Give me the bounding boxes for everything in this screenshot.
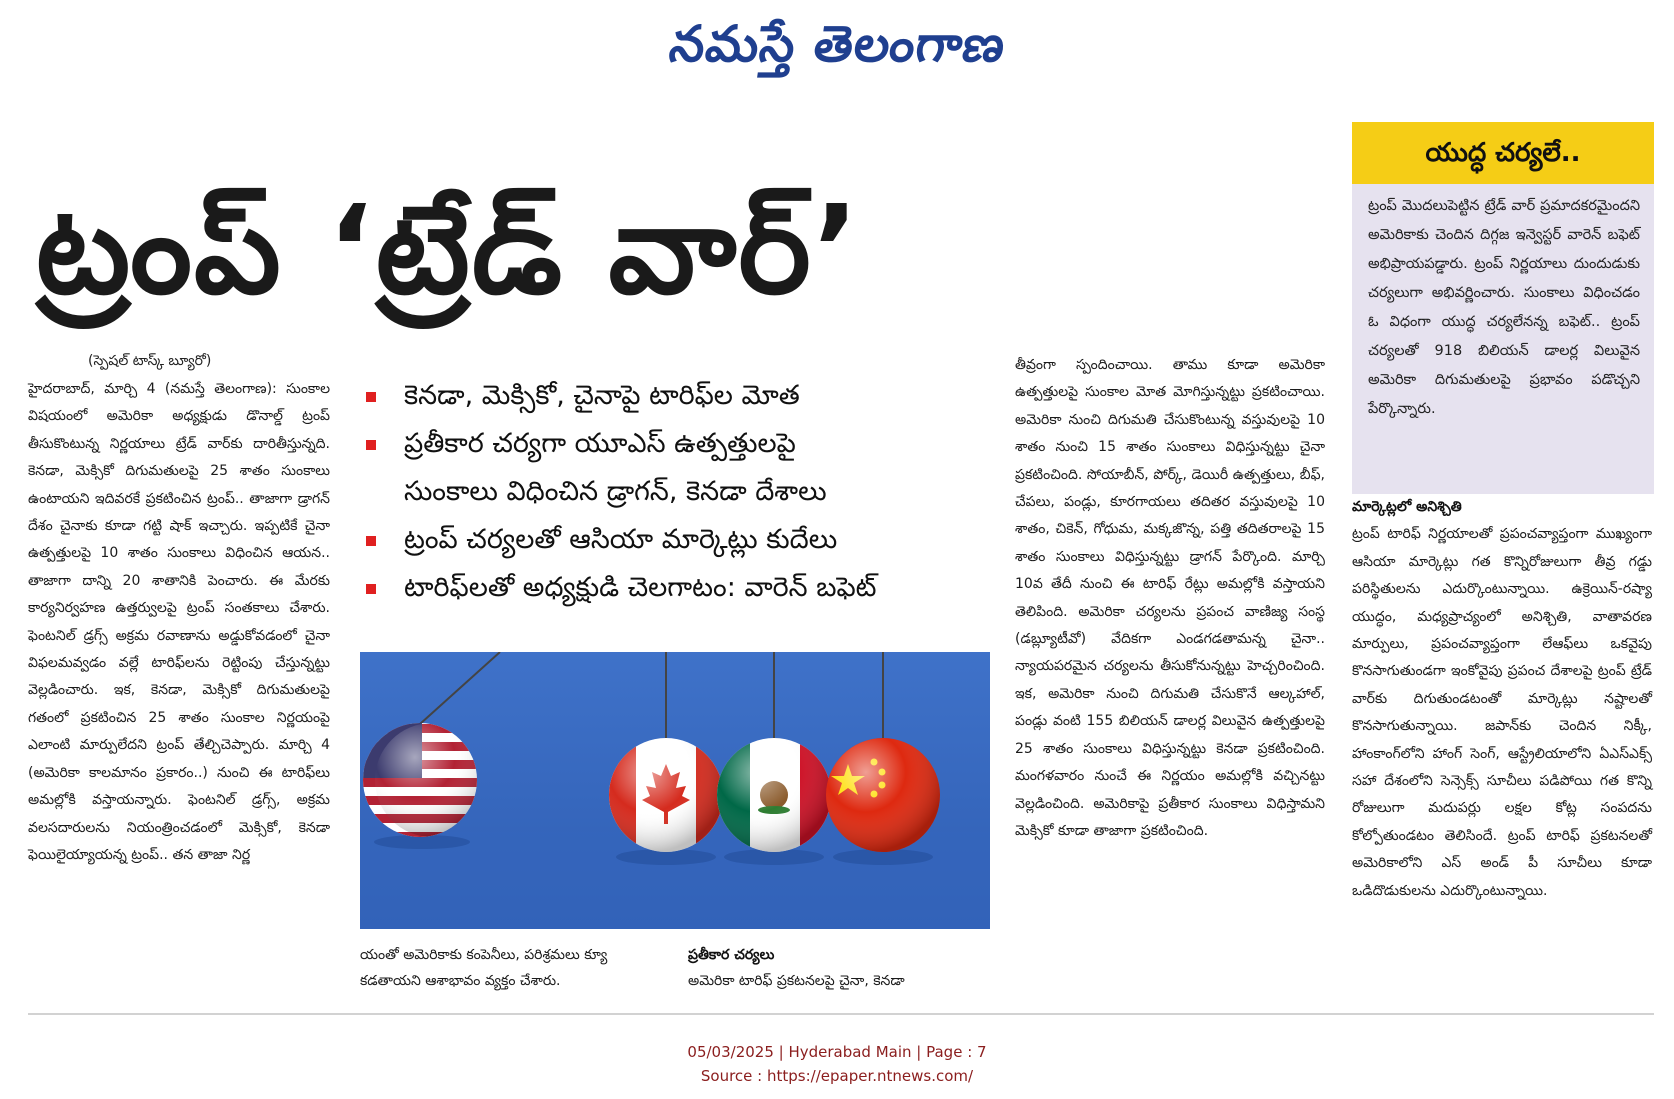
article-column-4 [1352,494,1652,905]
article-photo [360,652,990,929]
footer [0,1040,1674,1088]
bullet-item [360,372,1000,420]
footer-divider [28,1013,1654,1015]
footer-source-link[interactable]: Source : https://epaper.ntnews.com/ [700,1067,974,1085]
bullet-item [360,420,1000,516]
bullet-text: ప్రతీకార చర్యగా యూఎస్ ఉత్పత్తులపై [404,428,796,459]
headline: ట్రంప్ ‘ట్రేడ్ వార్’ [36,179,862,321]
bullet-text: కెనడా, మెక్సికో, చైనాపై టారిఫ్‌ల మోత [404,380,800,411]
bullet-list [360,372,1000,612]
subhead-retaliation: ప్రతీకార చర్యలు [688,947,775,963]
article-column-1: హైదరాబాద్, మార్చి 4 (నమస్తే తెలంగాణ): సుంకాల విషయంలో అమెరికా అధ్యక్షుడు డొనాల్డ్ ట్రంప్ తీసుకొంటున్న నిర్ణయాలు ట్రేడ్ వార్‌కు దారితీస్తున్నది. కెనడా, మెక్సికో దిగుమతులపై 25 శాతం సుంకాలు ఉంటాయని ఇదివరకే ప్రకటించిన ట్రంప్.. తాజాగా డ్రాగన్ దేశం చైనాకు కూడా గట్టి షాక్ ఇచ్చారు. ఇప్పటికే చైనా ఉత్పత్తులపై 10 శాతం సుంకాలు విధించిన ఆయన.. తాజాగా దాన్ని 20 శాతానికి పెంచారు. ఈ మేరకు కార్యనిర్వహణ ఉత్తర్వులపై ట్రంప్ సంతకాలు చేశారు. ఫెంటనిల్ డ్రగ్స్ అక్రమ రవాణాను అడ్డుకోవడంలో చైనా విఫలమవ్వడం వల్లే టారిఫ్‌లను రెట్టింపు చేస్తున్నట్టు వెల్లడించారు. ఇక, కెనడా, మెక్సికో దిగుమతులపై గతంలో ప్రకటించిన 25 శాతం సుంకాల నిర్ణయంపై ఎలాంటి మార్పులేదని ట్రంప్ తేల్చిచెప్పారు. మార్చి 4 (అమెరికా కాలమానం ప్రకారం..) నుంచి ఈ టారిఫ్‌లు అమల్లోకి వస్తాయన్నారు. ఫెంటనిల్ డ్రగ్స్, అక్రమ వలసదారులను నియంత్రించడంలో మెక్సికో, కెనడా ఫెయిలైయ్యాయన్న ట్రంప్.. తన తాజా నిర్ణ [28,381,330,863]
bullet-text: టారిఫ్‌లతో అధ్యక్షుడి చెలగాటం: వారెన్ బఫెట్ [404,572,877,603]
paragraph: ట్రంప్ టారిఫ్ నిర్ణయాలతో ప్రపంచవ్యాప్తంగా ముఖ్యంగా ఆసియా మార్కెట్లు గత కొన్నిరోజులుగా తీవ్ర గడ్డు పరిస్థితులను ఎదుర్కొంటున్నాయి. ఉక్రెయిన్-రష్యా యుద్ధం, మధ్యప్రాచ్యంలో అనిశ్చితి, వాతావరణ మార్పులు, ప్రపంచవ్యాప్తంగా లేఆఫ్‌లు ఒకవైపు కొనసాగుతుండగా ఇంకోవైపు ప్రపంచ దేశాలపై ట్రంప్ ట్రేడ్ వార్‌కు దిగుతుండటంతో మార్కెట్లు నష్టాలతో కొనసాగుతున్నాయి. జపాన్‌కు చెందిన నిక్కీ, హాంకాంగ్‌లోని హాంగ్ సెంగ్, ఆస్ట్రేలియాలోని ఏఎస్ఎక్స్ సహా దేశంలోని సెన్సెక్స్ సూచీలు పడిపోయి గత కొన్ని రోజులుగా మదుపర్లు లక్షల కోట్ల సంపదను కోల్పోతుండటం తెలిసిందే. ట్రంప్ టారిఫ్ ప్రకటనలతో అమెరికాలోని ఎస్ అండ్ పీ సూచీలు కూడా ఒడిదొడుకులను ఎదుర్కొంటున్నాయి. [1352,526,1652,899]
byline: (స్పెషల్ టాస్క్ బ్యూరో) [88,353,212,369]
article-bottom-col-2 [688,942,998,994]
bullet-item [360,564,1000,612]
bullet-item [360,516,1000,564]
masthead-logo: నమస్తే తెలంగాణ [665,14,1010,73]
sidebox-title: యుద్ధ చర్యలే.. [1352,122,1654,184]
sidebox-body: ట్రంప్ మొదలుపెట్టిన ట్రేడ్ వార్ ప్రమాదకరమైందని అమెరికాకు చెందిన దిగ్గజ ఇన్వెస్టర్ వారెన్ బఫెట్ అభిప్రాయపడ్డారు. ట్రంప్ నిర్ణయాలు దుందుడుకు చర్యలుగా అభివర్ణించారు. సుంకాలు విధించడం ఓ విధంగా యుద్ధ చర్యలేనన్న బఫెట్.. ట్రంప్ చర్యలతో 918 బిలియన్ డాలర్ల విలువైన అమెరికా దిగుమతులపై ప్రభావం పడొచ్చని పేర్కొన్నారు. [1368,198,1640,417]
article-column-3: తీవ్రంగా స్పందించాయి. తాము కూడా అమెరికా ఉత్పత్తులపై సుంకాల మోత మోగిస్తున్నట్టు ప్రకటించాయి. అమెరికా నుంచి దిగుమతి చేసుకొంటున్న వస్తువులపై 10 శాతం నుంచి 15 శాతం సుంకాలు విధిస్తున్నట్టు చైనా ప్రకటించింది. సోయాబీన్, పోర్క్, డెయిరీ ఉత్పత్తులు, బీఫ్, చేపలు, పండ్లు, కూరగాయలు తదితర వస్తువులపై 10 శాతం, చికెన్, గోధుమ, మక్కజొన్న, పత్తి తదితరాలపై 15 శాతం సుంకాలు విధిస్తున్నట్టు డ్రాగన్ పేర్కొంది. మార్చి 10వ తేదీ నుంచి ఈ టారిఫ్ రేట్లు అమల్లోకి వస్తాయని తెలిపింది. అమెరికా చర్యలను ప్రపంచ వాణిజ్య సంస్థ (డబ్ల్యూటీవో) వేదికగా ఎండగడతామన్న చైనా.. న్యాయపరమైన చర్యలను తీసుకోనున్నట్టు హెచ్చరించింది. ఇక, అమెరికా నుంచి దిగుమతి చేసుకొనే ఆల్కహాల్, పండ్లు వంటి 155 బిలియన్ డాలర్ల విలువైన ఉత్పత్తులపై 25 శాతం సుంకాలు విధిస్తున్నట్టు కెనడా ప్రకటించింది. మంగళవారం నుంచే ఈ నిర్ణయం అమల్లోకి వచ్చినట్టు వెల్లడించింది. అమెరికాపై ప్రతీకార సుంకాలు విధిస్తామని మెక్సికో కూడా తాజాగా ప్రకటించింది. [1015,357,1325,839]
subhead-markets: మార్కెట్లలో అనిశ్చితి [1352,499,1462,515]
footer-date-edition: 05/03/2025 | Hyderabad Main | Page : 7 [687,1043,987,1061]
flag-balls-illustration [360,652,990,929]
bullet-text-continued: సుంకాలు విధించిన డ్రాగన్, కెనడా దేశాలు [404,476,827,507]
paragraph: అమెరికా టారిఫ్ ప్రకటనలపై చైనా, కెనడా [688,973,905,989]
bullet-text: ట్రంప్ చర్యలతో ఆసియా మార్కెట్లు కుదేలు [404,524,838,555]
article-bottom-col-1: యంతో అమెరికాకు కంపెనీలు, పరిశ్రమలు క్యూ కడతాయని ఆశాభావం వ్యక్తం చేశారు. [360,947,608,989]
